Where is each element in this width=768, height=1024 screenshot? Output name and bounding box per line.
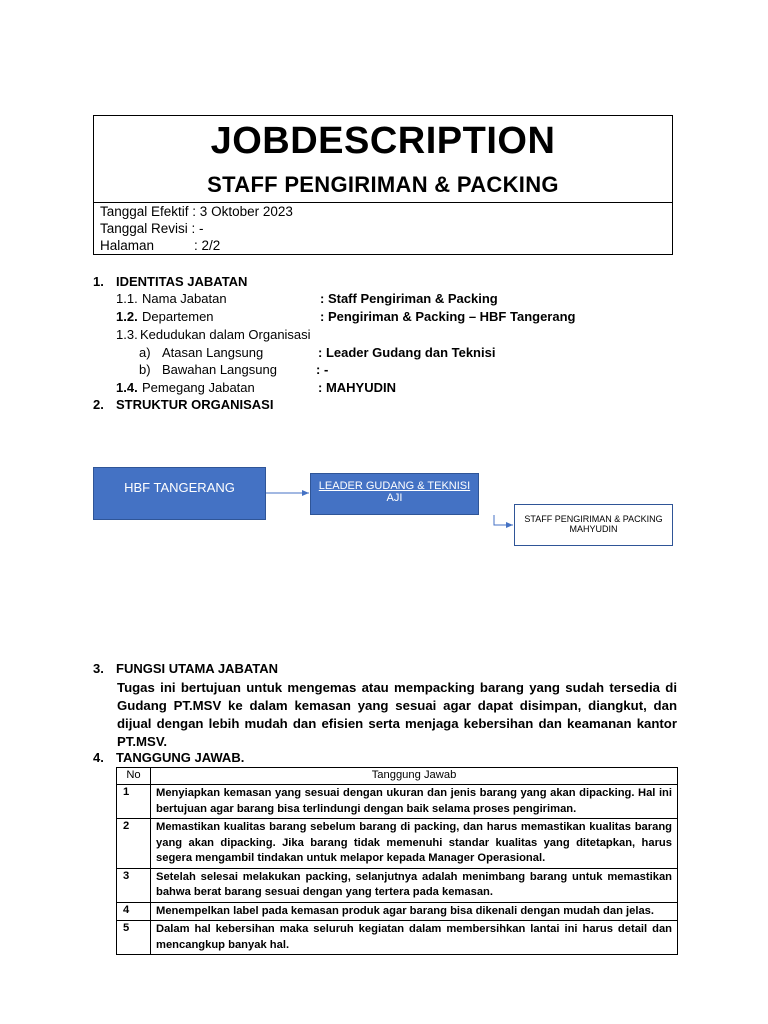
connector-leader-staff [494, 515, 513, 525]
section2-title: STRUKTUR ORGANISASI [116, 397, 274, 412]
bawahan-number: b) [139, 362, 151, 377]
document-subtitle: STAFF PENGIRIMAN & PACKING [207, 172, 559, 197]
departemen-value: : Pengiriman & Packing – HBF Tangerang [320, 309, 576, 324]
nama-jabatan-number: 1.1. [116, 291, 138, 306]
org-staff-title: STAFF PENGIRIMAN & PACKING [524, 514, 663, 524]
table-row [117, 921, 678, 955]
section4-number: 4. [93, 750, 104, 765]
org-leader-title: LEADER GUDANG & TEKNISI [318, 480, 471, 492]
org-box-leader [310, 473, 479, 515]
row-number: 4 [117, 902, 151, 921]
atasan-label: Atasan Langsung [162, 345, 264, 360]
row-description: Setelah selesai melakukan packing, selanjutnya adalah menimbang barang untuk memastikan bahwa berat barang sesuai dengan yang tertera pada kemasan. [151, 868, 678, 902]
row-description: Menempelkan label pada kemasan produk agar barang bisa dikenali dengan mudah dan jelas. [151, 902, 678, 921]
org-staff-name: MAHYUDIN [569, 524, 618, 534]
row-number: 2 [117, 819, 151, 869]
org-hbf-label: HBF TANGERANG [124, 480, 235, 495]
fungsi-utama-paragraph: Tugas ini bertujuan untuk mengemas atau mempacking barang yang sudah tersedia di Gudang PT.MSV ke dalam kemasan yang sesuai agar dapat disimpan, diangkut, dan dijual dengan lebih mudah dan efisien serta menjaga kebersihan dan keamanan kantor PT.MSV. [117, 680, 677, 749]
tanggal-efektif: Tanggal Efektif : 3 Oktober 2023 [100, 204, 293, 219]
pemegang-value: : MAHYUDIN [318, 380, 396, 395]
section4-title: TANGGUNG JAWAB. [116, 750, 245, 765]
section1-number: 1. [93, 274, 104, 289]
column-header-tanggung-jawab: Tanggung Jawab [151, 768, 678, 785]
row-description: Menyiapkan kemasan yang sesuai dengan ukuran dan jenis barang yang akan dipacking. Hal ini bertujuan agar barang bisa terlindungi dengan baik selama proses pengiriman. [151, 785, 678, 819]
departemen-number: 1.2. [116, 309, 138, 324]
bawahan-label: Bawahan Langsung [162, 362, 277, 377]
kedudukan-number: 1.3. [116, 327, 138, 342]
row-description: Dalam hal kebersihan maka seluruh kegiatan dalam membersihkan lantai ini harus detail dan mencangkup banyak hal. [151, 921, 678, 955]
document-title: JOBDESCRIPTION [210, 120, 556, 162]
row-number: 5 [117, 921, 151, 955]
nama-jabatan-label: Nama Jabatan [142, 291, 227, 306]
section1-title: IDENTITAS JABATAN [116, 274, 248, 289]
section3-number: 3. [93, 661, 104, 676]
org-leader-name: AJI [386, 492, 403, 504]
section3-title: FUNGSI UTAMA JABATAN [116, 661, 279, 676]
halaman-label: Halaman [100, 238, 155, 253]
table-row [117, 819, 678, 869]
table-row [117, 902, 678, 921]
bawahan-value: : - [316, 362, 329, 377]
table-row [117, 868, 678, 902]
atasan-value: : Leader Gudang dan Teknisi [318, 345, 496, 360]
table-row [117, 785, 678, 819]
row-number: 1 [117, 785, 151, 819]
table-header-row [117, 768, 678, 785]
departemen-label: Departemen [142, 309, 214, 324]
column-header-no: No [117, 768, 151, 785]
halaman-value: : 2/2 [194, 238, 221, 253]
atasan-number: a) [139, 345, 151, 360]
tanggal-revisi: Tanggal Revisi : - [100, 221, 204, 236]
section2-number: 2. [93, 397, 104, 412]
org-box-staff [514, 504, 673, 546]
pemegang-label: Pemegang Jabatan [142, 380, 255, 395]
tanggung-jawab-table [116, 767, 678, 955]
row-description: Memastikan kualitas barang sebelum barang di packing, dan harus memastikan kualitas barang yang akan dipacking. Jika barang tidak memenuhi standar kualitas yang ditetapkan, harus segera mengambil tindakan untuk melapor kepada Manager Operasional. [151, 819, 678, 869]
pemegang-number: 1.4. [116, 380, 138, 395]
row-number: 3 [117, 868, 151, 902]
org-box-hbf-tangerang [93, 467, 266, 520]
nama-jabatan-value: : Staff Pengiriman & Packing [320, 291, 498, 306]
kedudukan-label: Kedudukan dalam Organisasi [140, 327, 311, 342]
